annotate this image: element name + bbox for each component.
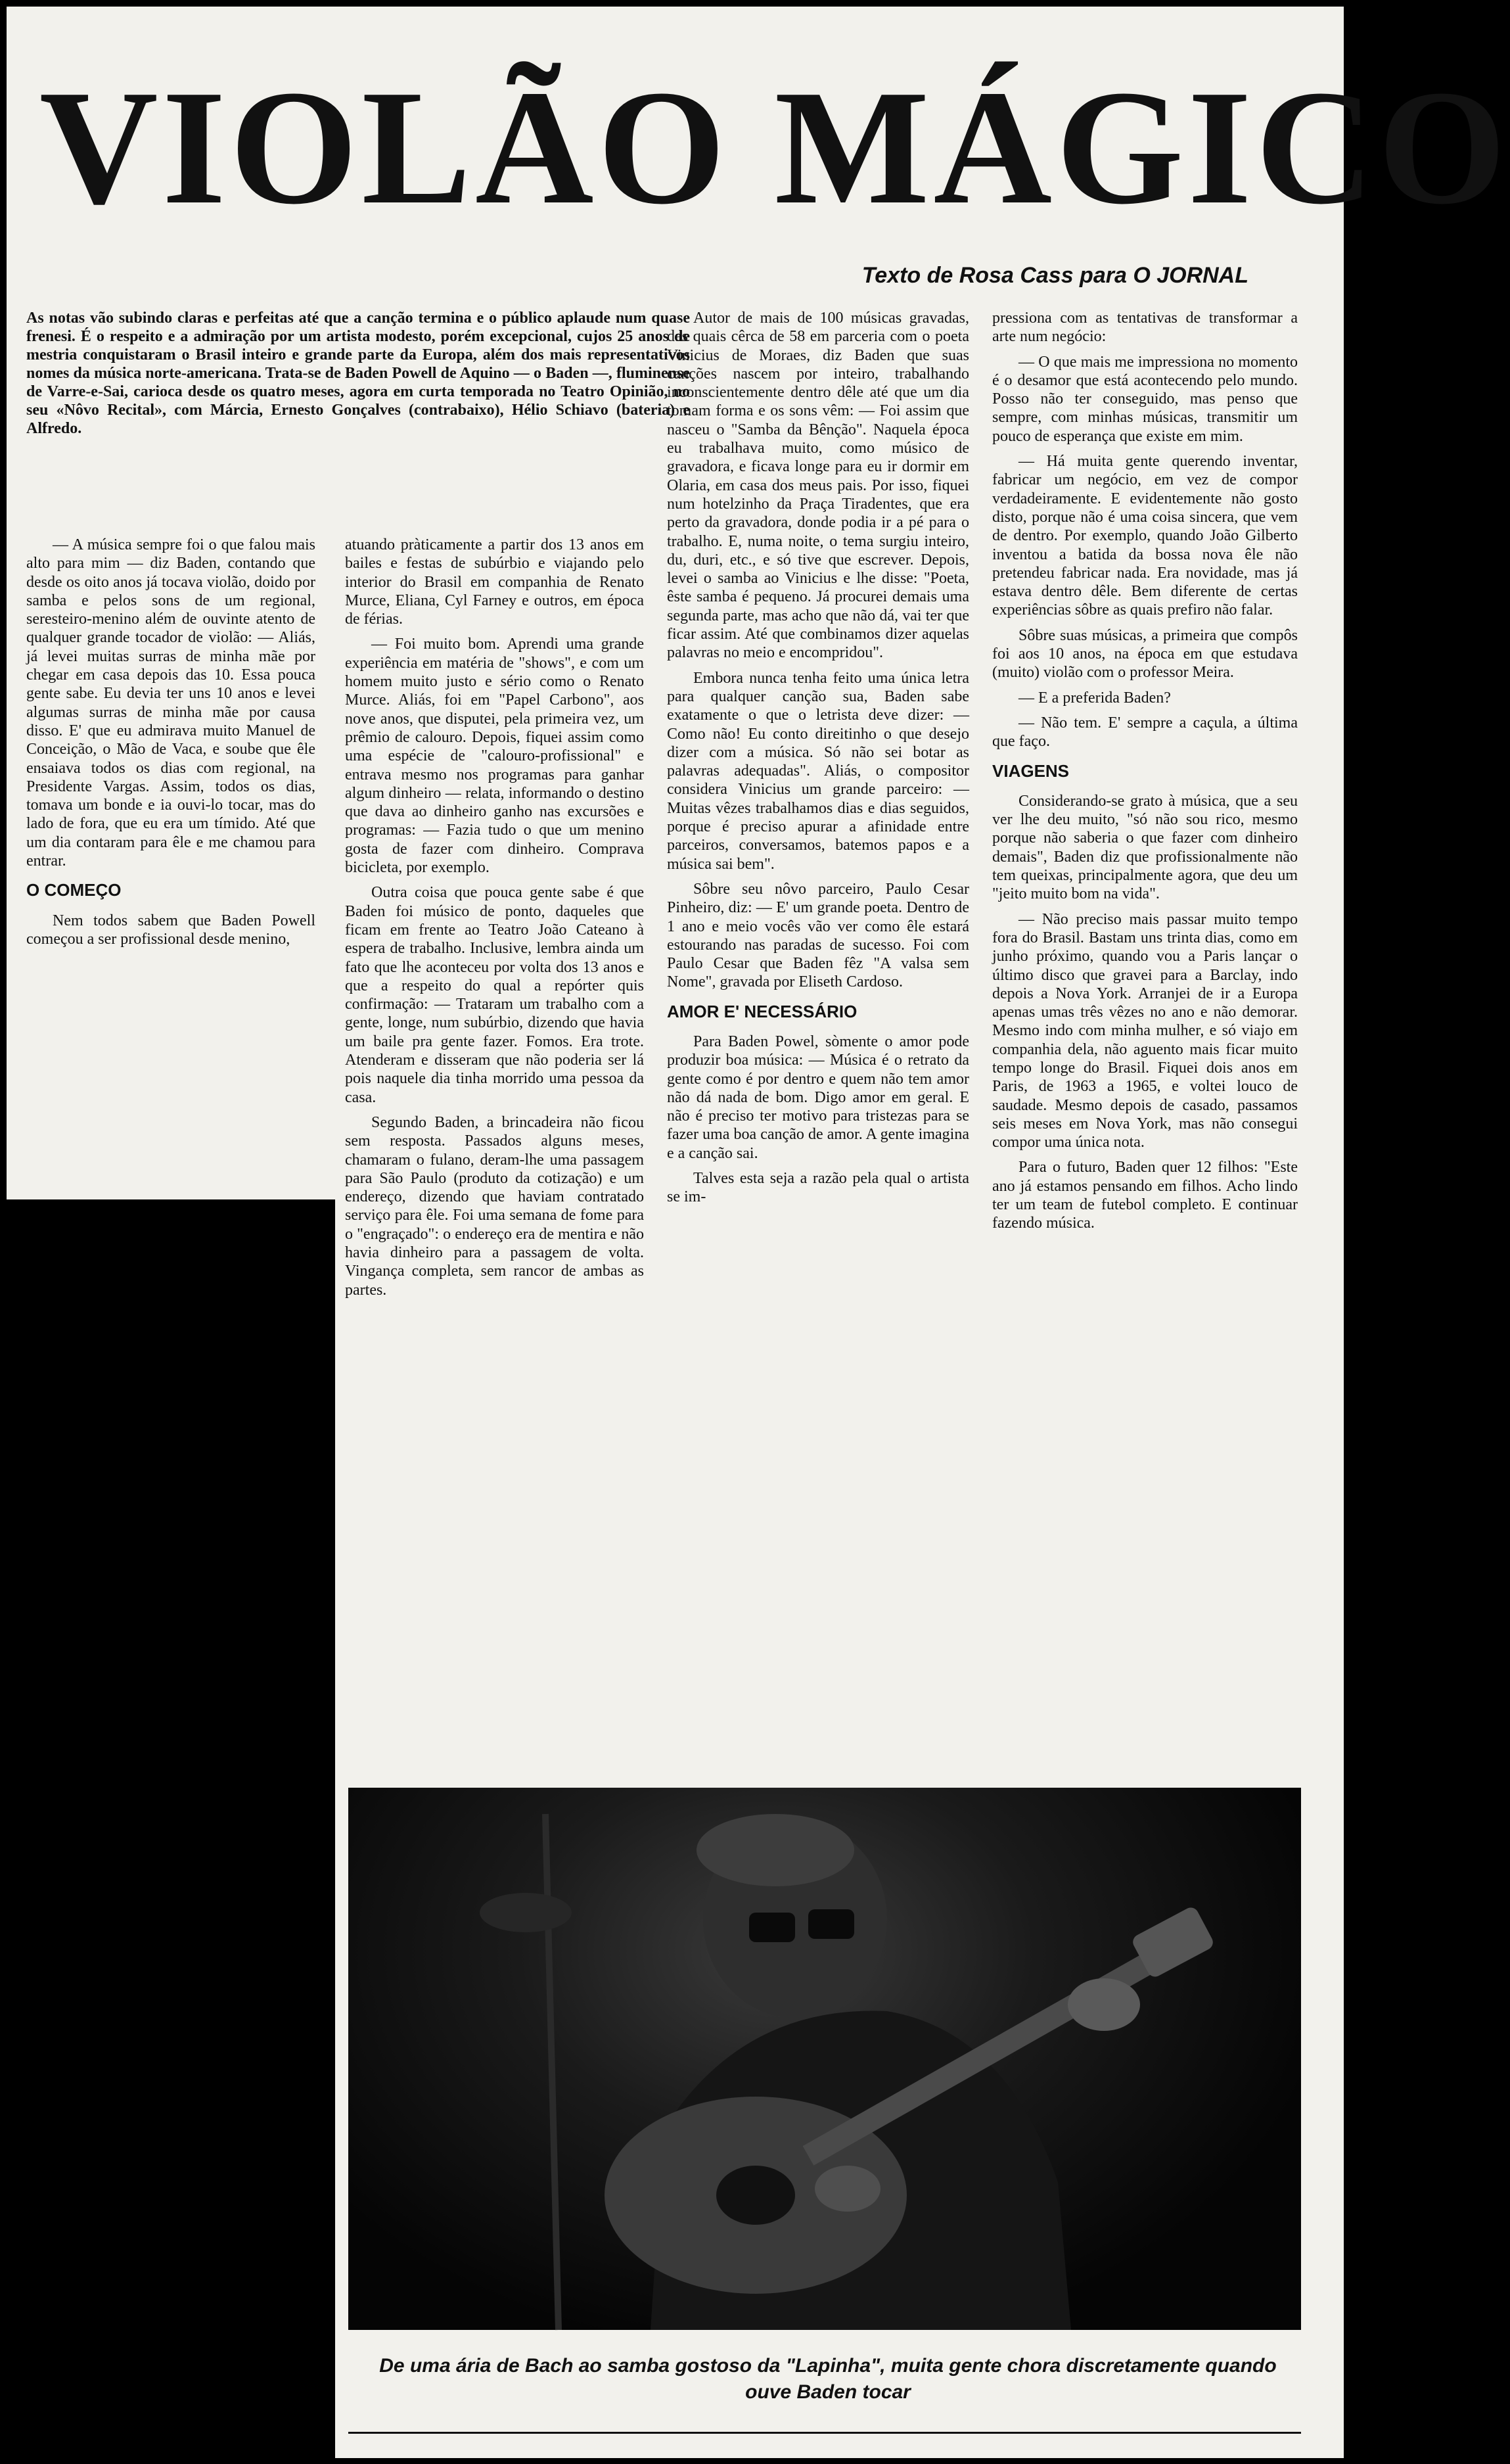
paragraph: pressiona com as tentativas de transformar a arte num negócio: — [992, 310, 1298, 346]
section-heading: VIAGENS — [992, 760, 1070, 781]
paragraph: Segundo Baden, a brincadeira não ficou sem resposta. Passados alguns meses, chamaram o fulano, deram-lhe uma passagem para São Paulo (produto da cotização) e um endereço, dizendo que haviam contratado serviço para êle. Foi uma semana de fome para o "engraçado": o endereço era de mentira e não havia dinheiro para a passagem de volta. Vingança completa, sem rancor de ambas as partes. — [345, 1113, 644, 1299]
paragraph: Autor de mais de 100 músicas gravadas, das quais cêrca de 58 em parceria com o poeta Vinicius de Moraes, diz Baden que suas canções nascem por inteiro, trabalhando inconscientemente dentro dêle até que um dia tomam forma e os sons vêm: — Foi assim que nasceu o "Samba da Bênção". Naquela época eu trabalhava muito, como músico de gravadora, e ficava longe para eu ir dormir em Olaria, em casa dos meus pais. Por isso, fiquei num hotelzinho da Praça Tiradentes, que era perto da gravadora, donde podia ir a pé para o trabalho. E, numa noite, o tema surgiu inteiro, du, duri, etc., e só tive que escrever. Depois, levei o samba ao Vinicius e lhe disse: "Poeta, êste samba é pequeno. Já procurei demais uma segunda parte, mas acho que não dá, vai ter que ficar assim. Até que combinamos dizer aquelas palavras no meio e encompridou". — [667, 310, 969, 662]
paragraph: Embora nunca tenha feito uma única letra para qualquer canção sua, Baden sabe exatamente o que o letrista deve dizer: — Como não! Eu conto direitinho o que desejo dizer com a música. Só não sei botar as palavras adequadas". Aliás, o compositor considera Vinicius um grande parceiro: — Muitas vêzes trabalhamos dias e dias seguidos, porque é preciso apurar a afinidade entre parceiros, conversamos, batemos papos e a música sai bem". — [667, 669, 969, 873]
paragraph: Nem todos sabem que Baden Powell começou a ser profissional desde menino, — [26, 912, 315, 948]
paragraph: Outra coisa que pouca gente sabe é que Baden foi músico de ponto, daqueles que ficam em frente ao Teatro João Cateano à espera de trabalho. Inclusive, lembra ainda um fato que lhe aconteceu por volta dos 13 anos e que a respeito do qual a repórter quis confirmação: — Trataram um trabalho com a gente, longe, num subúrbio, dizendo que havia um baile pra gente fazer. Fomos. Era trote. Atenderam e disseram que não poderia ser lá pois naquele dia tinha morrido uma pessoa da casa. — [345, 884, 644, 1106]
paragraph: Para Baden Powel, sòmente o amor pode produzir boa música: — Música é o retrato da gente como é por dentro e quem não tem amor não dá nada de bom. Digo amor em geral. E não é preciso ter motivo para tristezas para se fazer uma boa canção de amor. A gente imagina e a canção sai. — [667, 1033, 969, 1162]
headline: VIOLÃO MÁGICO — [39, 57, 1510, 239]
divider — [348, 2432, 1301, 2434]
paragraph: — O que mais me impressiona no momento é o desamor que está acontecendo pelo mundo. Posso não ter conseguido, mas penso que sempre, com minhas músicas, transmitir um pouco de esperança que existe em mim. — [992, 353, 1298, 445]
paragraph: — Foi muito bom. Aprendi uma grande experiência em matéria de "shows", e com um homem muito justo e sério como o Renato Murce. Aliás, foi em "Papel Carbono", aos nove anos, que disputei, pela primeira vez, um prêmio de calouro. Depois, fiquei assim como uma espécie de "calouro-profissional" e entrava mesmo nos programas para ganhar algum dinheiro — relata, informando o destino que dava ao dinheiro ganho nas excursões e programas: — Fazia tudo o que um menino gosta de fazer com dinheiro. Comprava bicicleta, por exemplo. — [345, 636, 644, 877]
paragraph: Sôbre suas músicas, a primeira que compôs foi aos 10 anos, na época em que estudava (muito) violão com o professor Meira. — [992, 626, 1298, 682]
photo-illustration — [348, 1788, 1301, 2330]
paragraph: — E a preferida Baden? — [1018, 689, 1171, 707]
photo-caption: De uma ária de Bach ao samba gostoso da "Lapinha", muita gente chora discretamente quando ouve Baden tocar — [379, 2355, 1277, 2403]
paragraph: — Não preciso mais passar muito tempo fora do Brasil. Bastam uns trinta dias, como em junho próximo, quando vou a Paris lançar o último disco que gravei para a Barclay, indo depois a Nova York. Arranjei de ir a Europa apenas umas três vêzes no ano e não demorar. Mesmo indo com minha mulher, e só viajo em companhia dela, não aguento mais ficar muito tempo longe do Brasil. Fiquei dois anos em Paris, de 1963 a 1965, e voltei louco de saudade. Mesmo depois de casado, passamos seis meses em Nova York, mas não consegui compor uma única nota. — [992, 910, 1298, 1151]
paragraph: — Não tem. E' sempre a caçula, a última que faço. — [992, 714, 1298, 751]
section-heading: O COMEÇO — [26, 880, 122, 900]
column-3 — [667, 309, 969, 1775]
byline: Texto de Rosa Cass para O JORNAL — [861, 263, 1248, 288]
paragraph: Sôbre seu nôvo parceiro, Paulo Cesar Pinheiro, diz: — E' um grande poeta. Dentro de 1 ano e meio vocês vão ver como êle estará estourando nas paradas de sucesso. Foi com Paulo Cesar que Baden fêz "A valsa sem Nome", gravada por Eliseth Cardoso. — [667, 880, 969, 991]
guitar-player-photo — [348, 1788, 1301, 2330]
lead-paragraph: As notas vão subindo claras e perfeitas até que a canção termina e o público aplaude num quase frenesi. É o respeito e a admiração por um artista modesto, porém excepcional, cujos 25 anos de mestria conquistaram o Brasil inteiro e grande parte da Europa, além dos mais representativos nomes da música norte-americana. Trata-se de Baden Powell de Aquino — o Baden —, fluminense de Varre-e-Sai, carioca desde os quatro meses, agora em curta temporada no Teatro Opinião, no seu «Nôvo Recital», com Márcia, Ernesto Gonçalves (contrabaixo), Hélio Schiavo (bateria) e Alfredo. — [26, 310, 690, 437]
column-2 — [345, 536, 644, 1758]
paragraph: — Há muita gente querendo inventar, fabricar um negócio, em vez de compor verdadeiramente. E evidentemente não gosto disto, porque não é uma coisa sincera, que vem de dentro. Por exemplo, quando João Gilberto inventou a batida da bossa nova êle não pretendeu fabricar nada. Era novidade, mas já estava dentro dêle. Bem diferente de certas experiências sôbre as quais prefiro não falar. — [992, 453, 1298, 619]
column-1 — [26, 536, 315, 1193]
paragraph: Considerando-se grato à música, que a seu ver lhe deu muito, "só não sou rico, mesmo porque não saberia o que fazer com dinheiro demais", Baden diz que profissionalmente não tem queixas, principalmente agora, que deu um "jeito muito bom na vida". — [992, 792, 1298, 903]
paragraph: atuando pràticamente a partir dos 13 anos em bailes e festas de subúrbio e viajando pelo interior do Brasil em companhia de Renato Murce, Eliana, Cyl Farney e outros, em época de férias. — [345, 536, 644, 628]
section-heading: AMOR E' NECESSÁRIO — [667, 1001, 858, 1021]
paragraph: Para o futuro, Baden quer 12 filhos: "Este ano já estamos pensando em filhos. Acho lindo ter um team de futebol completo. E continuar fazendo música. — [992, 1159, 1298, 1232]
paragraph: Talves esta seja a razão pela qual o artista se im- — [667, 1170, 969, 1206]
paragraph: — A música sempre foi o que falou mais alto para mim — diz Baden, contando que desde os oito anos já tocava violão, doido por samba e pelos sons de um regional, seresteiro-menino além de ouvinte atento de qualquer grande tocador de violão: — Aliás, já levei muitas surras de minha mãe por chegar em casa depois das 10. Essa pouca gente sabe. Eu devia ter uns 10 anos e levei algumas surras de minha mãe por causa disso. E' que eu admirava muito Manuel de Conceição, o Mão de Vaca, e soube que êle ensaiava todos os dias com regional, na Presidente Vargas. Assim, todos os dias, tomava um bonde e ia ouvi-lo tocar, mas do lado de fora, que eu era um tímido. Até que um dia contaram para êle e me chamou para entrar. — [26, 536, 315, 870]
column-4 — [992, 309, 1298, 1775]
